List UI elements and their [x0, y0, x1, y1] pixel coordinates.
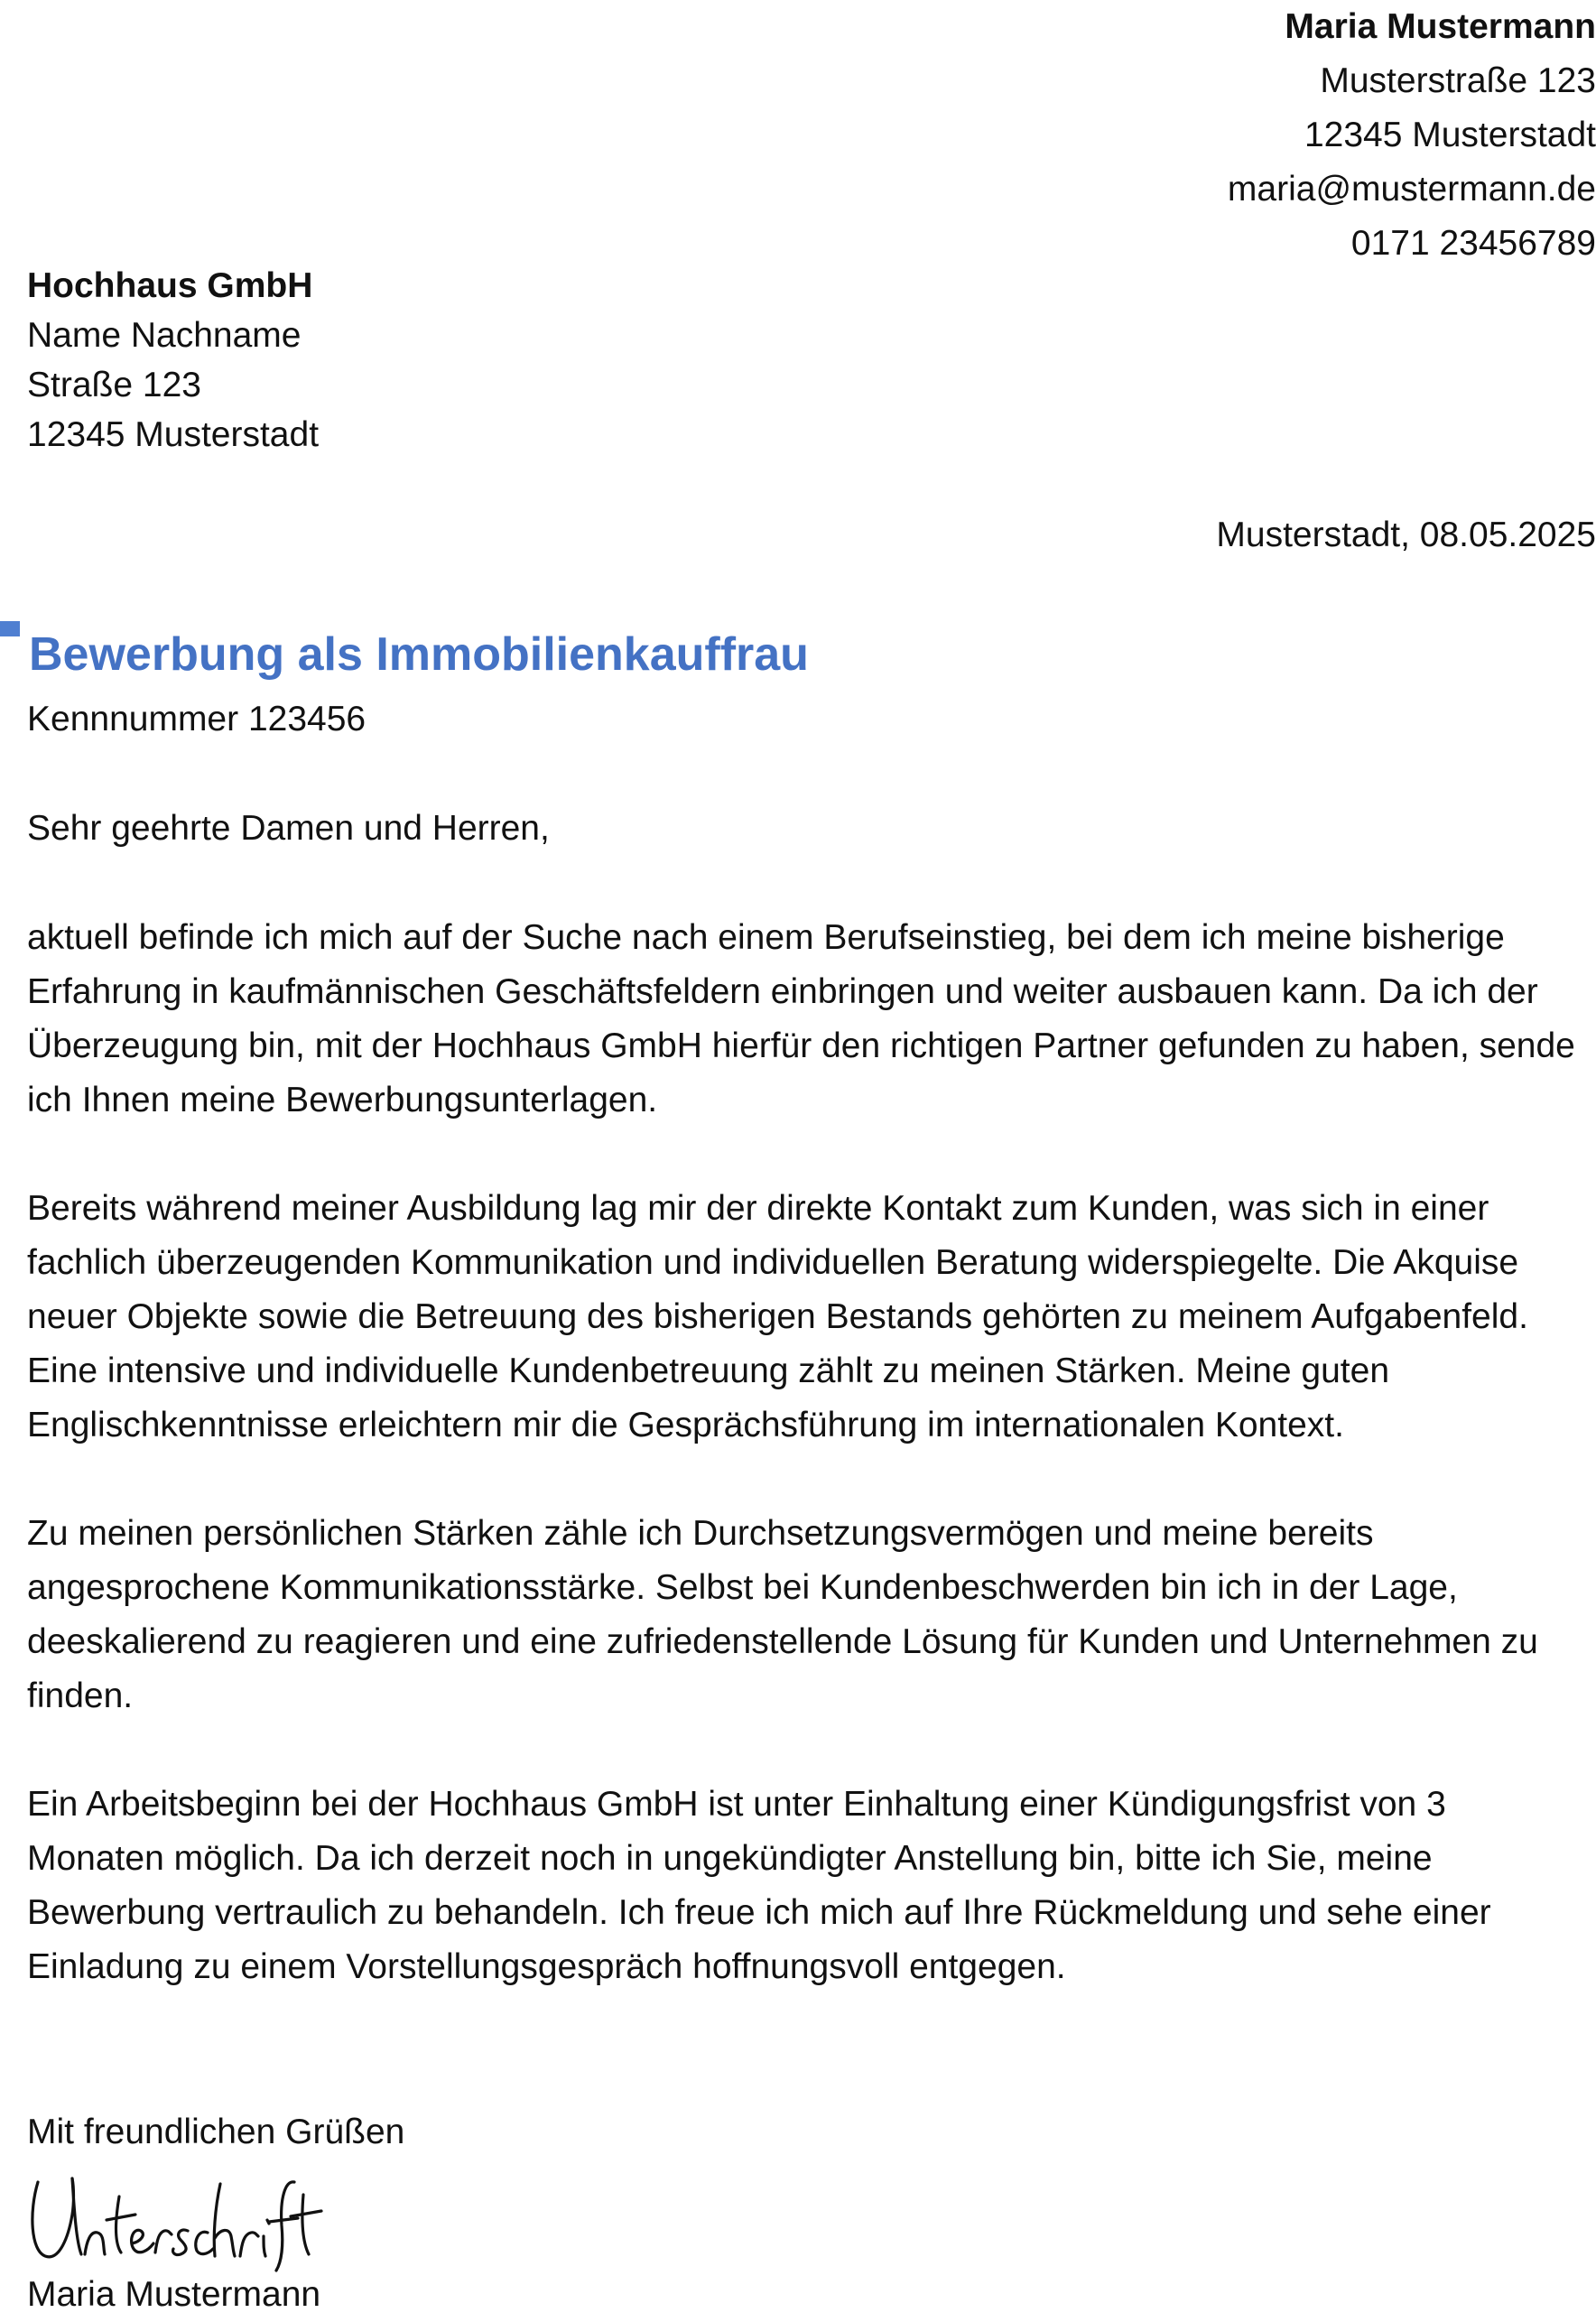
sender-street: Musterstraße 123	[1320, 61, 1596, 100]
reference-number: Kennnummer 123456	[27, 700, 367, 738]
recipient-company: Hochhaus GmbH	[27, 266, 313, 305]
body-paragraph: aktuell befinde ich mich auf der Suche nach einem Berufseinstieg, bei dem ich meine bisherige Erfahrung in kaufmännischen Geschäftsfeldern einbringen und weiter ausbauen kann. Da ich der Überzeugung bin, mit der Hochhaus GmbH hierfür den richtigen Partner gefunden zu haben, sende ich Ihnen meine Bewerbungsunterlagen.	[27, 918, 1575, 1119]
body-paragraph: Bereits während meiner Ausbildung lag mir der direkte Kontakt zum Kunden, was sich in einer fachlich überzeugenden Kommunikation und individuellen Beratung widerspiegelte. Die Akquise neuer Objekte sowie die Betreuung des bisherigen Bestands gehörten zu meinem Aufgabenfeld. Eine intensive und individuelle Kundenbetreuung zählt zu meinen Stärken. Meine guten Englischkenntnisse erleichtern mir die Gesprächsführung im internationalen Kontext.	[27, 1189, 1528, 1444]
heading-marker	[0, 621, 20, 636]
recipient-contact: Name Nachname	[27, 316, 302, 355]
recipient-block	[27, 261, 319, 460]
signer-name: Maria Mustermann	[27, 2275, 321, 2314]
sender-phone: 0171 23456789	[1350, 224, 1596, 263]
subject-heading: Bewerbung als Immobilienkauffrau	[29, 628, 809, 681]
recipient-street: Straße 123	[27, 366, 201, 404]
salutation: Sehr geehrte Damen und Herren,	[27, 809, 550, 848]
letter-date: Musterstadt, 08.05.2025	[1216, 515, 1596, 554]
letter-body	[27, 911, 1589, 1994]
sender-city: 12345 Musterstadt	[1304, 116, 1596, 154]
recipient-city: 12345 Musterstadt	[27, 415, 320, 454]
closing-phrase: Mit freundlichen Grüßen	[27, 2113, 405, 2151]
signature-image	[27, 2162, 325, 2275]
body-paragraph: Ein Arbeitsbeginn bei der Hochhaus GmbH ist unter Einhaltung einer Kündigungsfrist von 3 Monaten möglich. Da ich derzeit noch in ungekündigter Anstellung bin, bitte ich Sie, meine Bewerbung vertraulich zu behandeln. Ich freue ich mich auf Ihre Rückmeldung und sehe einer Einladung zu einem Vorstellungsgespräch hoffnungsvoll entgegen.	[27, 1785, 1491, 1986]
sender-block	[1228, 0, 1596, 271]
handwritten-signature	[27, 2162, 325, 2275]
body-paragraph: Zu meinen persönlichen Stärken zähle ich Durchsetzungsvermögen und meine bereits angesprochene Kommunikationsstärke. Selbst bei Kundenbeschwerden bin ich in der Lage, deeskalierend zu reagieren und eine zufriedenstellende Lösung für Kunden und Unternehmen zu finden.	[27, 1514, 1538, 1715]
sender-name: Maria Mustermann	[1285, 7, 1596, 46]
sender-email: maria@mustermann.de	[1227, 170, 1596, 209]
